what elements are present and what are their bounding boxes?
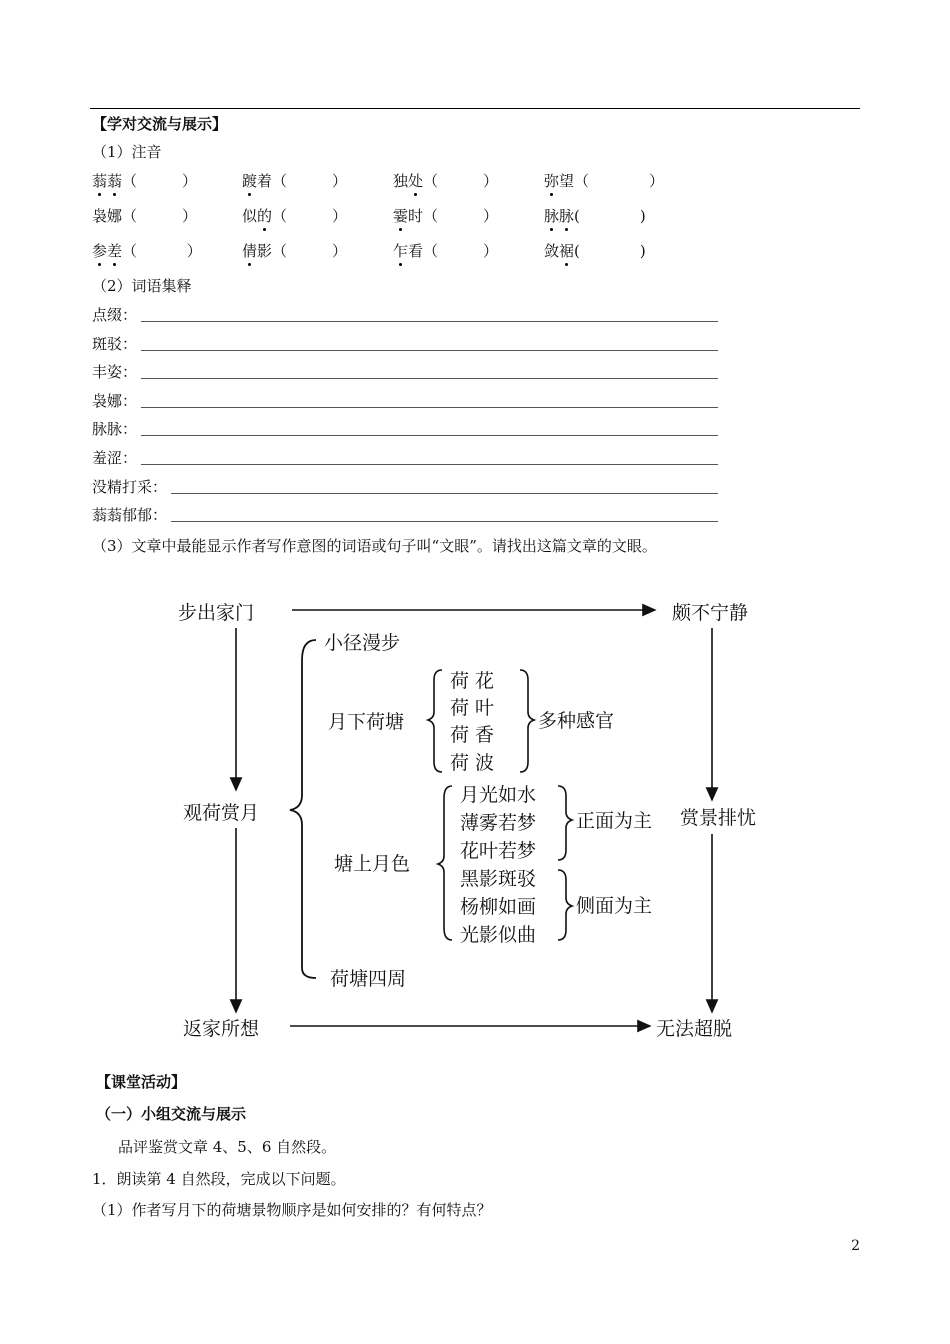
activity-item-1: 1．朗读第 4 自然段，完成以下问题。 (92, 1170, 346, 1188)
section-heading-exchange: 【学对交流与展示】 (92, 115, 228, 133)
pinyin-char: 影 (257, 242, 273, 260)
pinyin-char: 脉 (559, 207, 575, 225)
front-item-1: 月光如水 (460, 784, 537, 806)
pinyin-char: 参 (92, 242, 108, 260)
page-number: 2 (851, 1238, 860, 1254)
node-step-out: 步出家门 (178, 602, 255, 624)
pinyin-answer-blank[interactable]: （ ） (423, 242, 499, 260)
brace-front-right (558, 786, 572, 860)
outer-item-moonlight: 塘上月色 (334, 853, 411, 875)
brace-lotus-left (428, 670, 442, 772)
node-return-home: 返家所想 (183, 1018, 260, 1040)
pinyin-char: 着 (257, 172, 273, 190)
side-item-1: 黑影斑驳 (460, 868, 537, 890)
pinyin-answer-blank[interactable]: （ ） (423, 172, 499, 190)
vocab-term: 袅娜： (92, 392, 138, 410)
front-item-3: 花叶若梦 (460, 840, 537, 862)
outer-item-surroundings: 荷塘四周 (330, 968, 407, 990)
side-item-2: 杨柳如画 (460, 896, 537, 918)
node-no-escape: 无法超脱 (656, 1018, 733, 1040)
node-relieve-worry: 赏景排忧 (680, 807, 757, 829)
pinyin-answer-blank[interactable]: （ ） (122, 242, 202, 260)
front-item-2: 薄雾若梦 (460, 812, 537, 834)
pinyin-char: 独 (393, 172, 409, 190)
lotus-item-scent: 荷 香 (450, 724, 495, 746)
pinyin-answer-blank[interactable]: （ ） (272, 172, 348, 190)
vocab-term: 羞涩： (92, 449, 138, 467)
outer-item-path: 小径漫步 (324, 632, 401, 654)
pinyin-char: 袅 (92, 207, 108, 225)
pinyin-answer-blank[interactable]: ( ) (574, 207, 646, 225)
pinyin-char: 弥 (544, 172, 560, 190)
pinyin-char: 倩 (242, 242, 258, 260)
lotus-item-leaf: 荷 叶 (450, 697, 495, 719)
activity-intro: 品评鉴赏文章 4、5、6 自然段。 (118, 1138, 337, 1156)
pinyin-char: 敛 (544, 242, 560, 260)
activity-subheading: （一）小组交流与展示 (96, 1105, 247, 1123)
side-item-3: 光影似曲 (460, 924, 537, 946)
section-heading-activity: 【课堂活动】 (96, 1073, 187, 1091)
vocab-term: 斑驳： (92, 335, 138, 353)
outer-item-pond: 月下荷塘 (328, 711, 405, 733)
vocab-term: 蓊蓊郁郁： (92, 506, 168, 524)
pinyin-answer-blank[interactable]: （ ） (272, 242, 348, 260)
pinyin-char: 蓊 (107, 172, 123, 190)
pinyin-char: 踱 (242, 172, 258, 190)
vocab-term: 没精打采： (92, 478, 168, 496)
lotus-item-flower: 荷 花 (450, 670, 495, 692)
pinyin-char: 望 (559, 172, 575, 190)
node-view-lotus: 观荷赏月 (183, 802, 260, 824)
pinyin-title: （1）注音 (92, 143, 162, 161)
pinyin-char: 处 (408, 172, 424, 190)
brace-outer (290, 640, 316, 978)
brace-side-right (558, 870, 572, 940)
vocab-term: 丰姿： (92, 363, 138, 381)
lotus-item-wave: 荷 波 (450, 752, 495, 774)
brace-moon-left (438, 786, 452, 940)
node-not-calm: 颇不宁静 (672, 602, 749, 624)
pinyin-answer-blank[interactable]: （ ） (122, 172, 198, 190)
pinyin-answer-blank[interactable]: （ ） (122, 207, 198, 225)
vocab-term: 点缀： (92, 306, 138, 324)
pinyin-char: 霎 (393, 207, 409, 225)
vocab-title: （2）词语集释 (92, 277, 192, 295)
vocab-term: 脉脉： (92, 420, 138, 438)
pinyin-char: 脉 (544, 207, 560, 225)
pinyin-char: 裾 (559, 242, 575, 260)
pinyin-char: 时 (408, 207, 424, 225)
side-label: 侧面为主 (576, 895, 653, 917)
activity-question-1: （1）作者写月下的荷塘景物顺序是如何安排的？有何特点？ (92, 1201, 492, 1219)
pinyin-answer-blank[interactable]: （ ） (272, 207, 348, 225)
pinyin-answer-blank[interactable]: ( ) (574, 242, 646, 260)
pinyin-answer-blank[interactable]: （ ） (574, 172, 665, 190)
pinyin-char: 蓊 (92, 172, 108, 190)
pinyin-char: 看 (408, 242, 424, 260)
front-label: 正面为主 (576, 810, 653, 832)
pinyin-answer-blank[interactable]: （ ） (423, 207, 499, 225)
pinyin-char: 娜 (107, 207, 123, 225)
pinyin-char: 似 (242, 207, 258, 225)
senses-label: 多种感官 (538, 710, 615, 732)
wenyan-question: （3）文章中最能显示作者写作意图的词语或句子叫“文眼”。请找出这篇文章的文眼。 (92, 537, 657, 555)
brace-lotus-right (520, 670, 534, 772)
pinyin-char: 差 (107, 242, 123, 260)
pinyin-char: 的 (257, 207, 273, 225)
pinyin-char: 乍 (393, 242, 409, 260)
